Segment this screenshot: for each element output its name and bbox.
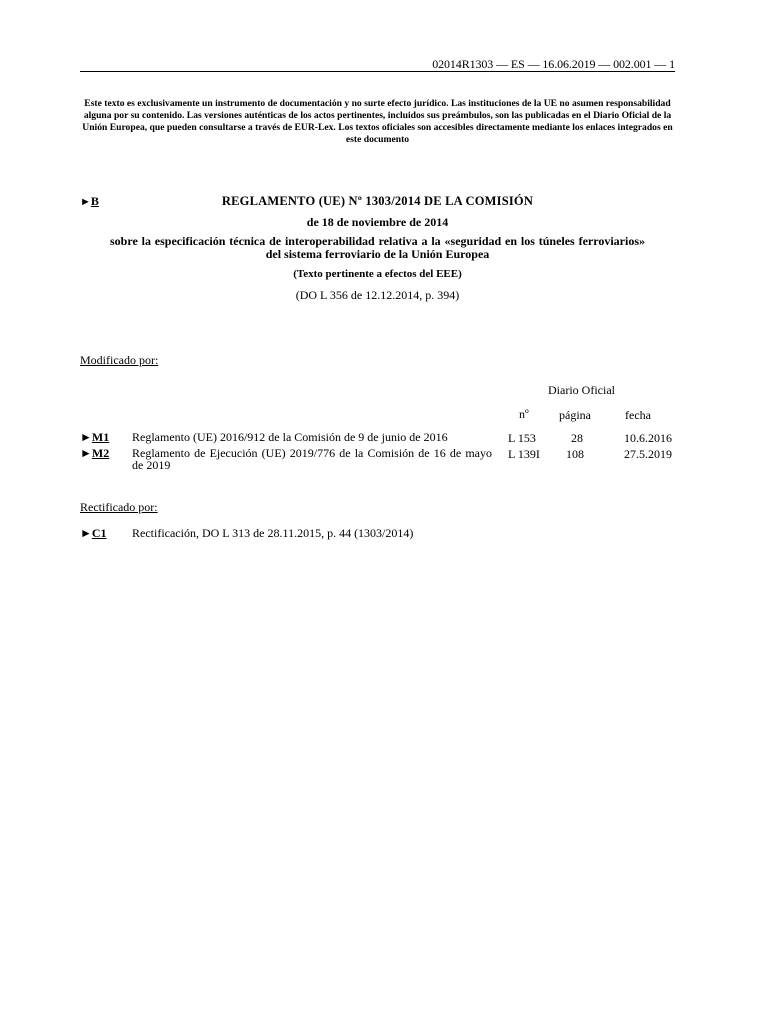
header-divider — [80, 71, 675, 72]
legal-disclaimer: Este texto es exclusivamente un instrumento de documentación y no surte efecto jurídico. Las instituciones de la UE no asumen responsabilidad alguna por su contenido. Las versiones auténticas de los actos pertinentes, incluidos sus preámbulos, son las publicadas en el Diario Oficial de la Unión Europea, que pueden consultarse a través de EUR-Lex. Los textos oficiales son accesibles directamente mediante los enlaces integrados en este documento — [82, 98, 673, 145]
amendment-page: 108 — [566, 447, 584, 461]
amendment-marker-m1[interactable] — [80, 430, 109, 445]
eee-note: (Texto pertinente a efectos del EEE) — [293, 268, 462, 280]
correction-text: Rectificación, DO L 313 de 28.11.2015, p. 44 (1303/2014) — [132, 526, 414, 540]
column-header-date: fecha — [625, 408, 651, 422]
correction-marker-c1[interactable] — [80, 526, 107, 541]
triangle-right-icon: ► — [80, 430, 92, 444]
amendment-date: 10.6.2016 — [624, 431, 672, 445]
amendment-text: Reglamento de Ejecución (UE) 2019/776 de la Comisión de 16 de mayo de 2019 — [132, 446, 492, 472]
amendment-journal-no: L 139I — [508, 447, 540, 461]
amendment-date: 27.5.2019 — [624, 447, 672, 461]
journal-header: Diario Oficial — [548, 383, 615, 397]
column-header-page: página — [559, 408, 591, 422]
triangle-right-icon: ► — [80, 446, 92, 460]
amendment-code[interactable]: M2 — [91, 446, 110, 460]
amendment-text: Reglamento (UE) 2016/912 de la Comisión de 9 de junio de 2016 — [132, 430, 448, 444]
base-marker-code[interactable]: B — [90, 194, 99, 208]
regulation-subject: sobre la especificación técnica de interoperabilidad relativa a la «seguridad en los túneles ferroviarios» del sistema ferroviario de la Unión Europea — [110, 234, 645, 261]
amendment-code[interactable]: M1 — [91, 430, 110, 444]
triangle-right-icon: ► — [80, 526, 92, 540]
official-journal-reference: (DO L 356 de 12.12.2014, p. 394) — [295, 288, 460, 302]
regulation-date: de 18 de noviembre de 2014 — [306, 215, 449, 229]
amendment-page: 28 — [571, 431, 583, 445]
corrected-by-label: Rectificado por: — [80, 500, 158, 514]
correction-code[interactable]: C1 — [91, 526, 107, 540]
amendment-journal-no: L 153 — [508, 431, 536, 445]
amended-by-label: Modificado por: — [80, 353, 159, 367]
base-marker[interactable] — [80, 194, 99, 209]
column-header-no: nº — [519, 407, 529, 421]
regulation-title: REGLAMENTO (UE) Nº 1303/2014 DE LA COMISIÓN — [221, 194, 534, 208]
amendment-marker-m2[interactable] — [80, 446, 109, 461]
triangle-right-icon: ► — [80, 196, 91, 208]
document-reference: 02014R1303 — ES — 16.06.2019 — 002.001 — 1 — [432, 57, 675, 71]
